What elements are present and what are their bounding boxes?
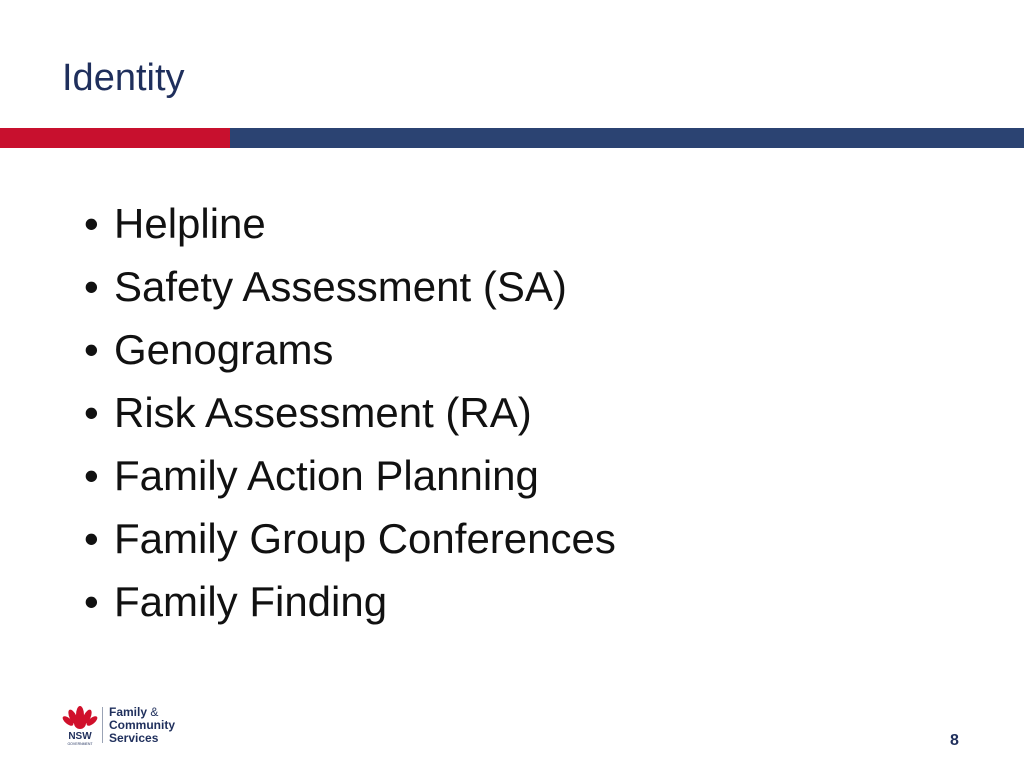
bullet-item bbox=[84, 192, 616, 255]
bullet-item bbox=[84, 318, 616, 381]
bullet-icon: • bbox=[84, 389, 99, 436]
nsw-wordmark: NSW bbox=[68, 731, 92, 742]
title-bar-blue-segment bbox=[230, 128, 1024, 148]
bullet-text: Safety Assessment (SA) bbox=[114, 263, 567, 310]
bullet-text: Helpline bbox=[114, 200, 266, 247]
bullet-text: Family Group Conferences bbox=[114, 515, 616, 562]
bullet-item bbox=[84, 381, 616, 444]
bullet-icon: • bbox=[84, 452, 99, 499]
bullet-text: Family Finding bbox=[114, 578, 388, 625]
bullet-icon: • bbox=[84, 515, 99, 562]
page-number: 8 bbox=[950, 732, 959, 749]
logo-line-3: Services bbox=[109, 730, 159, 745]
title-underline-bar bbox=[0, 128, 1024, 148]
logo-line-1: Family & bbox=[109, 704, 159, 719]
nsw-family-community-services-logo bbox=[62, 703, 175, 747]
bullet-icon: • bbox=[84, 263, 99, 310]
title-bar-red-segment bbox=[0, 128, 230, 148]
government-wordmark: GOVERNMENT bbox=[67, 742, 93, 746]
logo-ampersand: & bbox=[150, 704, 159, 719]
bullet-text: Risk Assessment (RA) bbox=[114, 389, 532, 436]
logo-wordmark bbox=[109, 706, 175, 745]
bullet-icon: • bbox=[84, 326, 99, 373]
logo-divider bbox=[102, 707, 103, 743]
bullet-item bbox=[84, 255, 616, 318]
bullet-item bbox=[84, 444, 616, 507]
bullet-text: Family Action Planning bbox=[114, 452, 539, 499]
bullet-icon: • bbox=[84, 578, 99, 625]
bullet-list bbox=[84, 192, 616, 633]
slide-title: Identity bbox=[62, 57, 185, 99]
logo-line-2: Community bbox=[109, 717, 175, 732]
bullet-item bbox=[84, 507, 616, 570]
bullet-icon: • bbox=[84, 200, 99, 247]
waratah-icon bbox=[62, 703, 98, 747]
bullet-item bbox=[84, 570, 616, 633]
bullet-text: Genograms bbox=[114, 326, 334, 373]
